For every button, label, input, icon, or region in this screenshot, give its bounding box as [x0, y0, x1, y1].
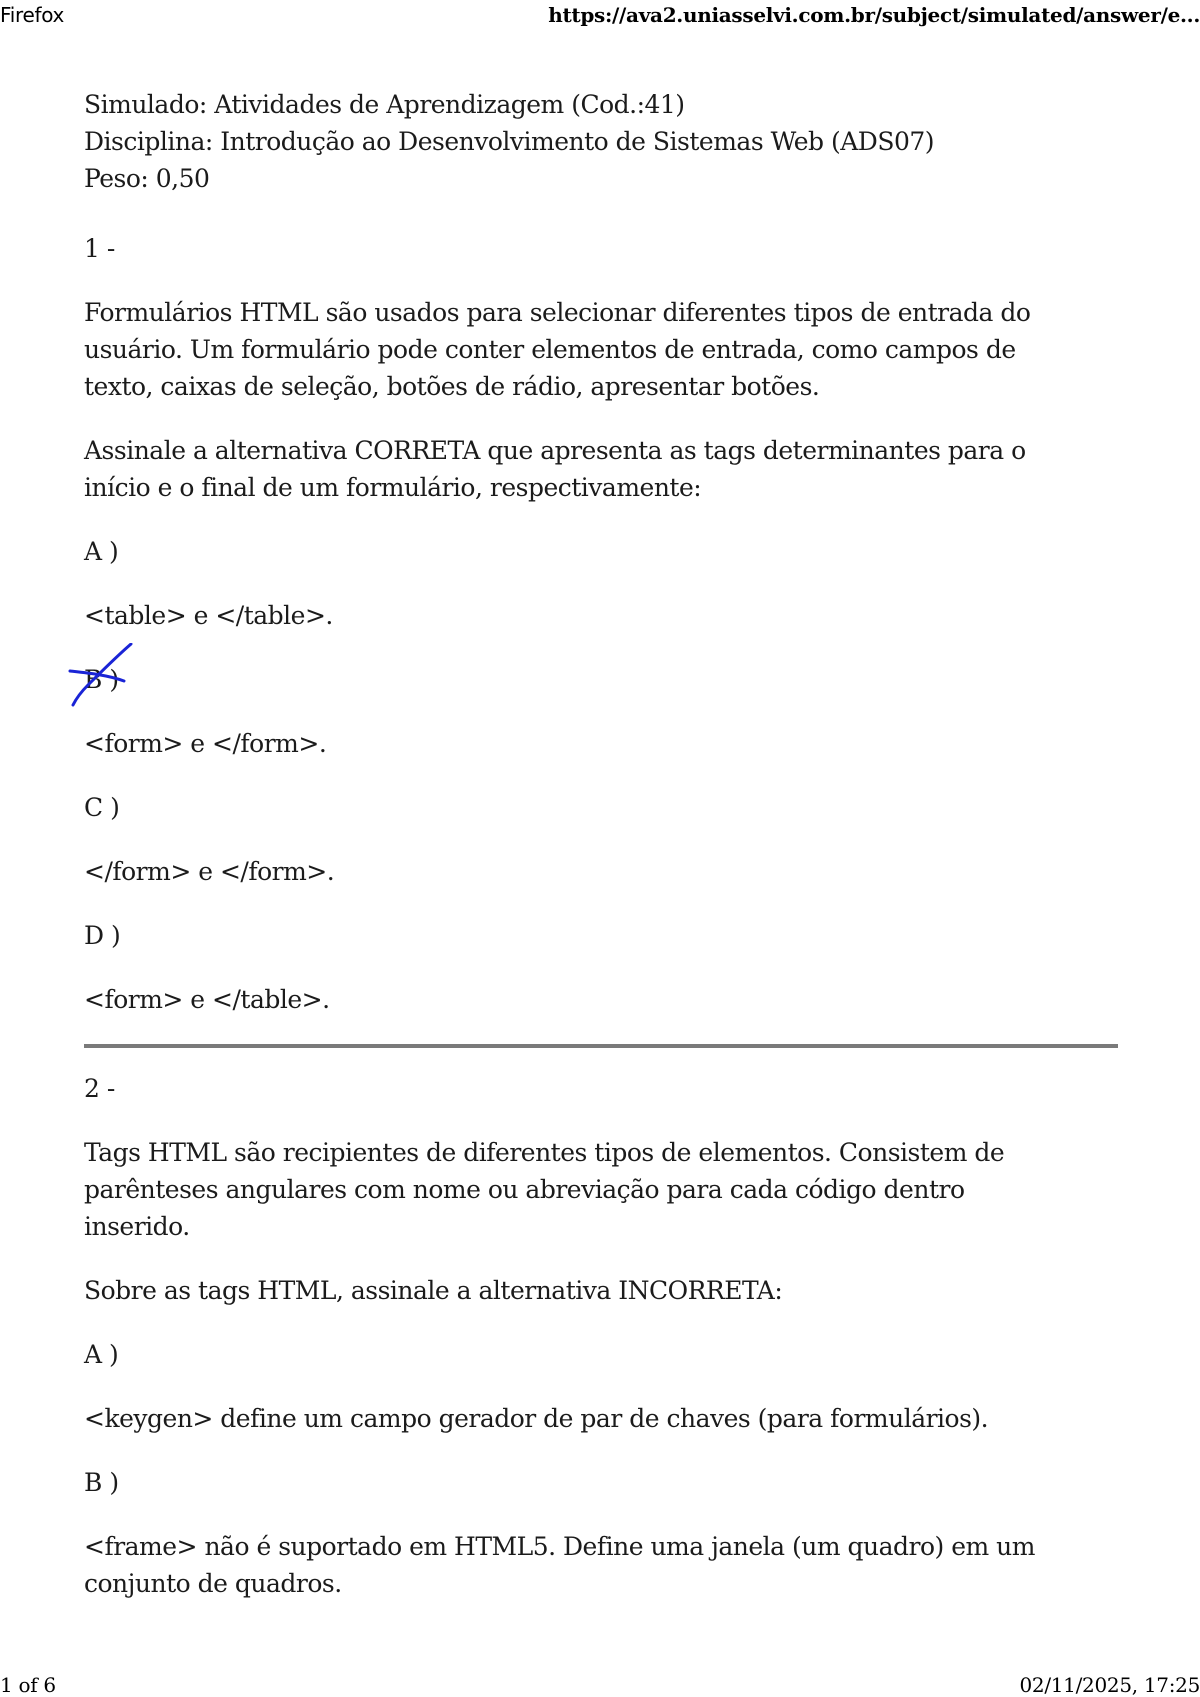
- option-b-row[interactable]: [84, 661, 1118, 698]
- print-header: [0, 0, 1200, 30]
- print-footer: [0, 1670, 1200, 1697]
- option-d-text: <form> e </table>.: [84, 985, 330, 1014]
- option-c-label[interactable]: C ): [84, 793, 120, 822]
- page-url: https://ava2.uniasselvi.com.br/subject/simulated/answer/e...: [548, 3, 1200, 27]
- statement-line: usuário. Um formulário pode conter elementos de entrada, como campos de: [84, 335, 1016, 364]
- option-b-text: <form> e </form>.: [84, 729, 327, 758]
- option-d-label[interactable]: D ): [84, 921, 121, 950]
- statement-line: Formulários HTML são usados para selecionar diferentes tipos de entrada do: [84, 298, 1031, 327]
- option-b-text: [84, 1528, 1118, 1602]
- question-1: [84, 230, 1118, 1018]
- option-a-label[interactable]: A ): [84, 537, 119, 566]
- option-text-line: conjunto de quadros.: [84, 1569, 342, 1598]
- statement-line: inserido.: [84, 1212, 190, 1241]
- question-prompt: [84, 432, 1118, 506]
- question-statement: [84, 294, 1118, 405]
- question-prompt: [84, 1272, 1118, 1309]
- statement-line: Tags HTML são recipientes de diferentes tipos de elementos. Consistem de: [84, 1138, 1005, 1167]
- statement-line: texto, caixas de seleção, botões de rádio, apresentar botões.: [84, 372, 820, 401]
- page-counter: 1 of 6: [0, 1673, 56, 1697]
- option-text-line: <keygen> define um campo gerador de par de chaves (para formulários).: [84, 1404, 989, 1433]
- simulado-title: Simulado: Atividades de Aprendizagem (Cod.:41): [84, 90, 685, 119]
- question-number: 1 -: [84, 234, 115, 263]
- option-a-text: [84, 1400, 1118, 1437]
- question-separator: [84, 1044, 1118, 1048]
- prompt-line: início e o final de um formulário, respectivamente:: [84, 473, 702, 502]
- peso-line: Peso: 0,50: [84, 164, 210, 193]
- option-b-label[interactable]: B ): [84, 1468, 119, 1497]
- option-c-text: </form> e </form>.: [84, 857, 335, 886]
- question-2: [84, 1070, 1118, 1602]
- option-a-text: <table> e </table>.: [84, 601, 333, 630]
- disciplina-line: Disciplina: Introdução ao Desenvolvimento de Sistemas Web (ADS07): [84, 127, 935, 156]
- print-datetime: 02/11/2025, 17:25: [1019, 1673, 1200, 1697]
- question-statement: [84, 1134, 1118, 1245]
- question-number: 2 -: [84, 1074, 115, 1103]
- simulado-content: [84, 86, 1118, 1602]
- statement-line: parênteses angulares com nome ou abreviação para cada código dentro: [84, 1175, 965, 1204]
- prompt-line: Assinale a alternativa CORRETA que apresenta as tags determinantes para o: [84, 436, 1026, 465]
- option-text-line: <frame> não é suportado em HTML5. Define uma janela (um quadro) em um: [84, 1532, 1035, 1561]
- option-b-label[interactable]: B ): [84, 665, 119, 694]
- option-a-label[interactable]: A ): [84, 1340, 119, 1369]
- prompt-line: Sobre as tags HTML, assinale a alternativa INCORRETA:: [84, 1276, 783, 1305]
- browser-name: Firefox: [0, 3, 65, 27]
